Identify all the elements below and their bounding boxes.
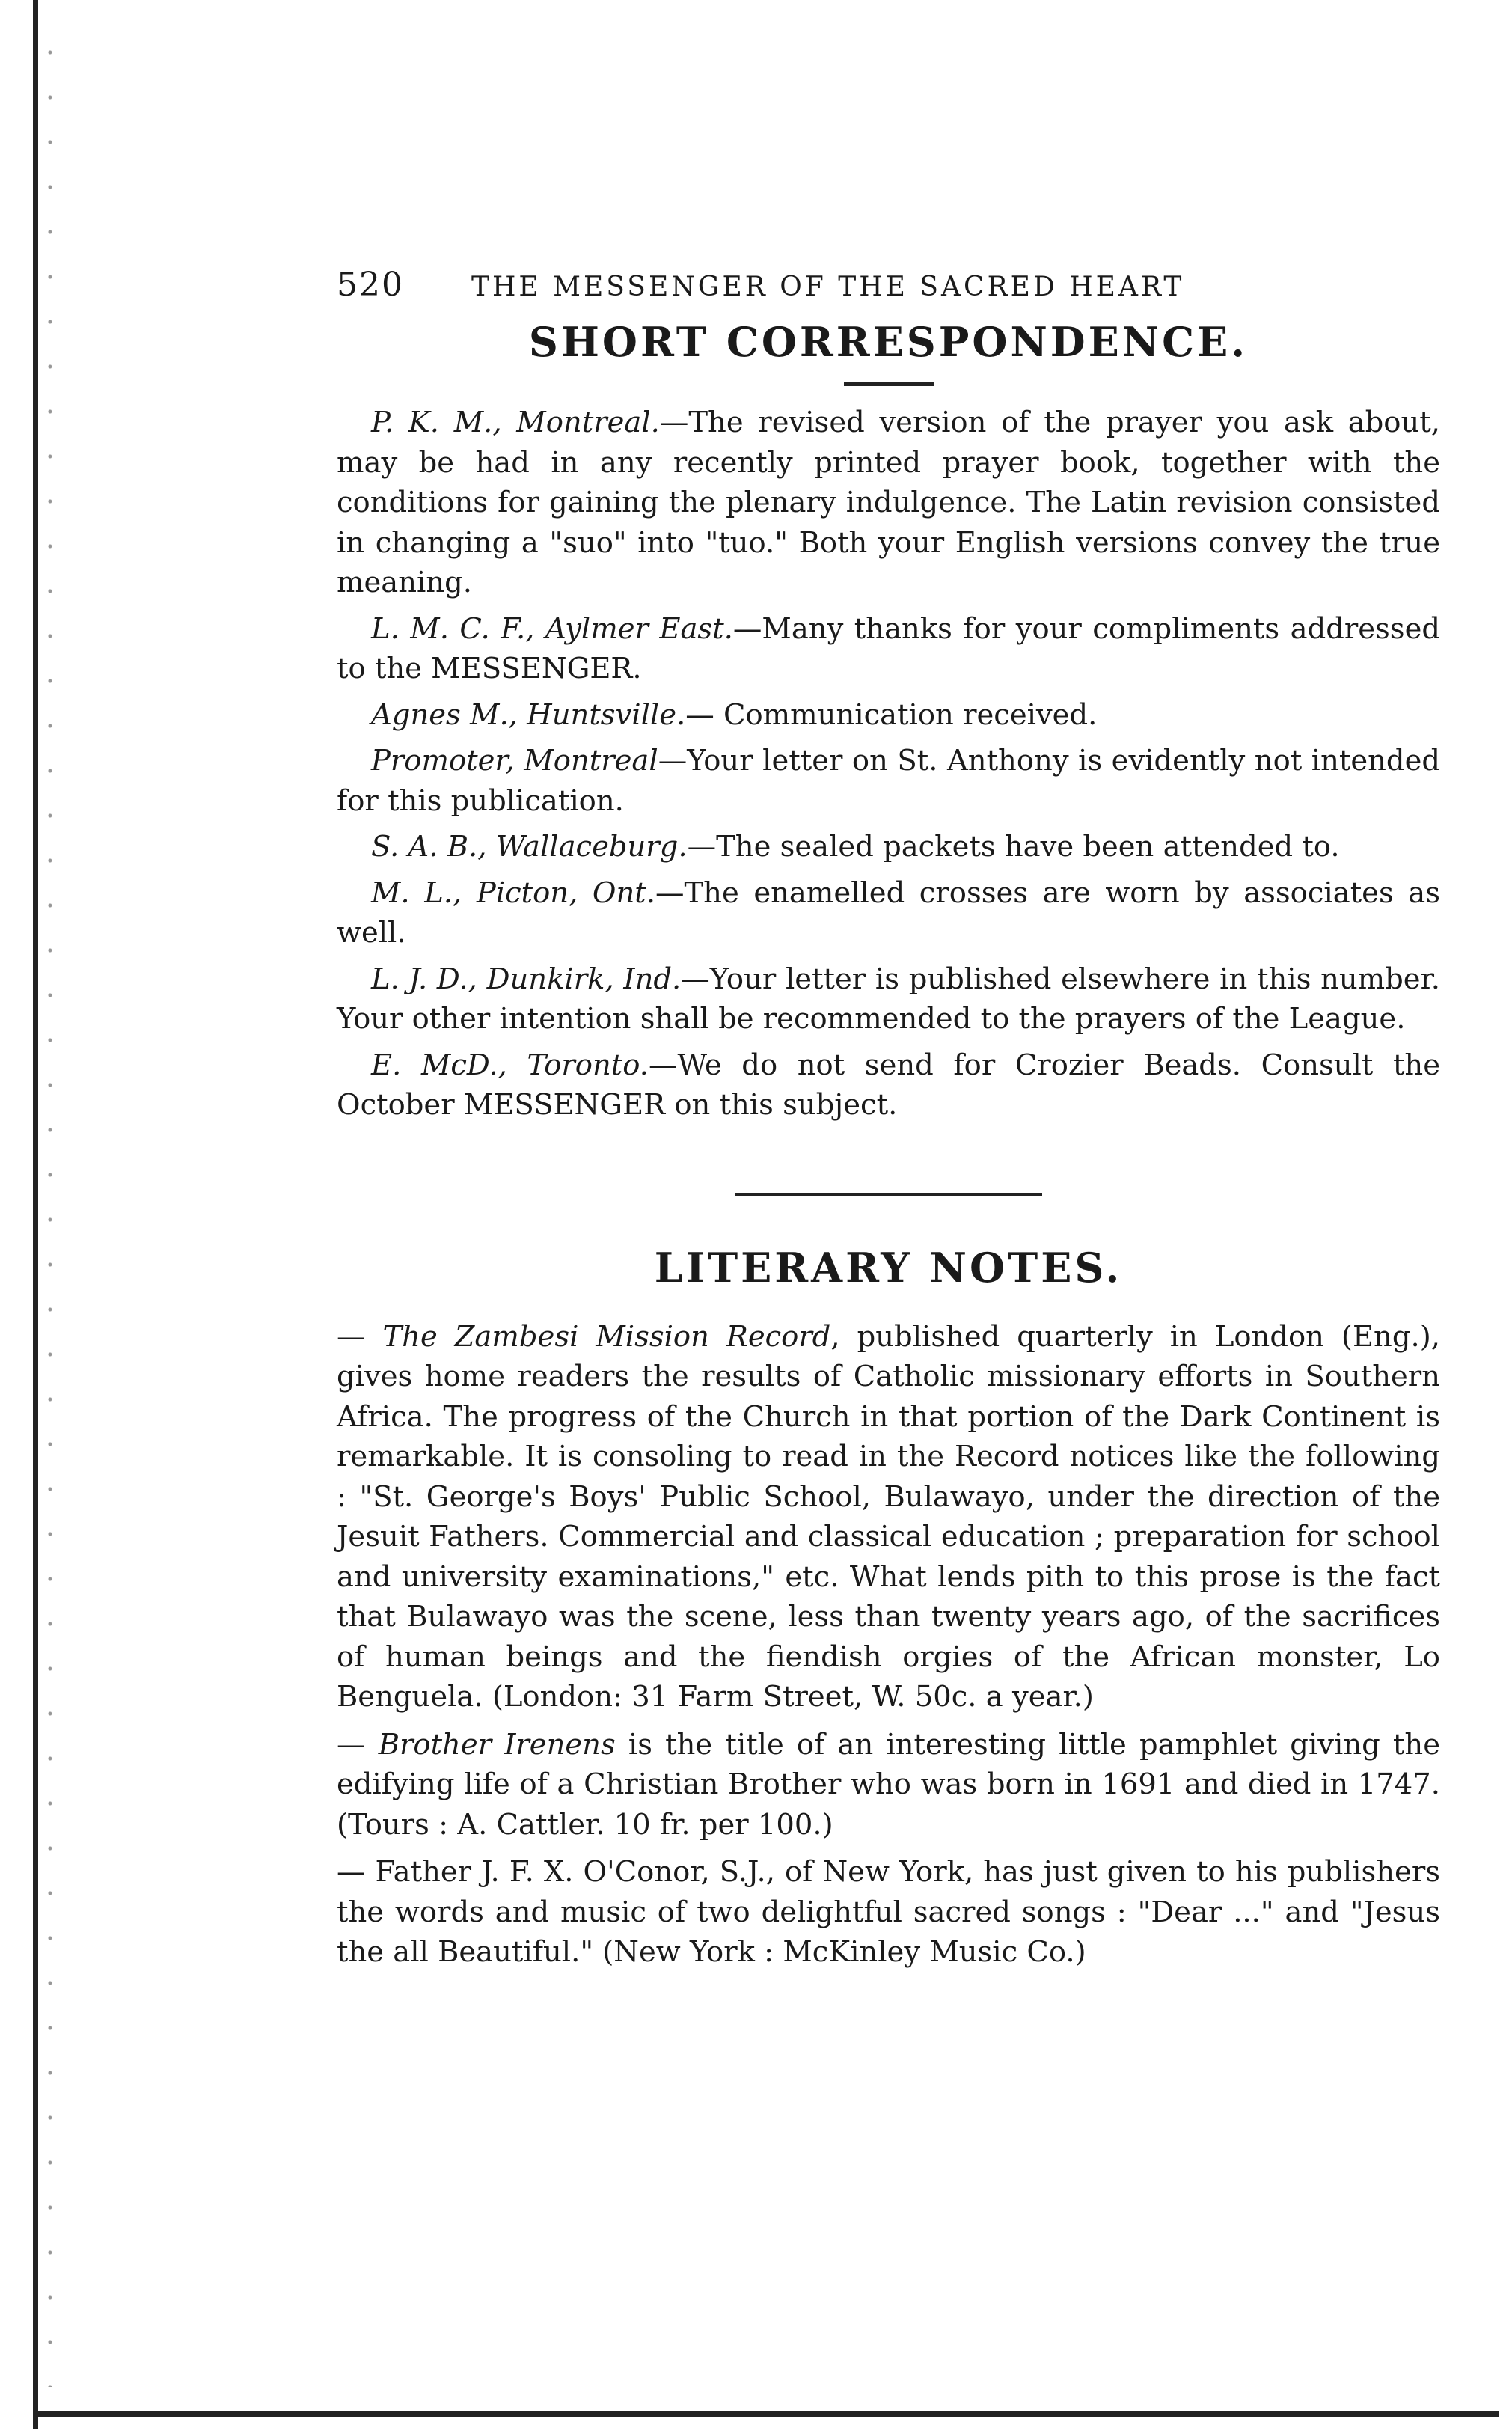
correspondent: S. A. B., Wallaceburg.: [371, 830, 688, 864]
reply-text: — Communication received.: [685, 697, 1098, 732]
page-number: 520: [337, 266, 404, 304]
reply-text: —The sealed packets have been attended to.: [687, 830, 1340, 864]
publication-title: Brother Irenens: [378, 1727, 616, 1762]
reply-text: —Many thanks for your compliments addressed to the MESSENGER.: [337, 611, 1440, 685]
correspondent: L. M. C. F., Aylmer East.: [371, 611, 733, 646]
correspondence-entry: [337, 741, 1440, 821]
correspondent: Agnes M., Huntsville.: [371, 697, 686, 732]
note-text: — Father J. F. X. O'Conor, S.J., of New York, has just given to his publishers the words and music of two delightful sacred songs : "Dear ..." and "Jesus the all Beautiful." (New York : McKinley Music Co.): [337, 1855, 1440, 1969]
note-text: is the title of an interesting little pamphlet giving the edifying life of a Christian Brother who was born in 1691 and died in 1747. (Tours : A. Cattler. 10 fr. per 100.): [337, 1727, 1440, 1842]
correspondence-entry: [337, 873, 1440, 953]
publication-title: The Zambesi Mission Record: [382, 1319, 831, 1354]
running-header: [337, 266, 1440, 311]
correspondence-entry: [337, 1045, 1440, 1125]
literary-note: [337, 1725, 1440, 1845]
note-dash: —: [337, 1319, 383, 1354]
scan-margin-marks: [46, 30, 54, 2387]
spacer: [337, 1292, 1440, 1317]
correspondence-entry: [337, 609, 1440, 689]
reply-text: —We do not send for Crozier Beads. Consult the October MESSENGER on this subject.: [337, 1048, 1440, 1122]
correspondence-entry: [337, 695, 1440, 736]
section-divider: [735, 1193, 1042, 1196]
literary-notes-heading: LITERARY NOTES.: [654, 1243, 1123, 1292]
book-spine-edge: [33, 0, 38, 2429]
short-correspondence-heading: SHORT CORRESPONDENCE.: [528, 318, 1249, 366]
literary-note: [337, 1317, 1440, 1717]
running-title: THE MESSENGER OF THE SACRED HEART: [471, 272, 1185, 302]
literary-note: [337, 1852, 1440, 1973]
correspondent: M. L., Picton, Ont.: [371, 876, 655, 910]
correspondence-entry: [337, 827, 1440, 867]
reply-text: —Your letter is published elsewhere in this number. Your other intention shall be recommended to the prayers of the League.: [337, 962, 1441, 1036]
correspondent: P. K. M., Montreal.: [371, 406, 660, 439]
note-dash: —: [337, 1727, 379, 1762]
reply-text: —The revised version of the prayer you ask about, may be had in any recently printed prayer book, together with the conditions for gaining the plenary indulgence. The Latin revision consisted in changing a "suo" into "tuo." Both your English versions convey the true meaning.: [337, 406, 1440, 599]
reply-text: —The enamelled crosses are worn by associates as well.: [337, 876, 1440, 950]
correspondent: Promoter, Montreal: [371, 744, 658, 777]
page-content: [337, 266, 1440, 1980]
correspondence-entry: [337, 959, 1440, 1039]
literary-notes-list: [337, 1317, 1440, 1973]
reply-text: —Your letter on St. Anthony is evidently not intended for this publication.: [337, 744, 1441, 818]
note-text: , published quarterly in London (Eng.), gives home readers the results of Catholic missionary efforts in Southern Africa. The progress of the Church in that portion of the Dark Continent is remarkable. It is consoling to read in the Record notices like the following : "St. George's Boys' Public School, Bulawayo, under the direction of the Jesuit Fathers. Commercial and classical education ; preparation for school and university examinations," etc. What lends pith to this prose is the fact that Bulawayo was the scene, less than twenty years ago, of the sacrifices of human beings and the fiendish orgies of the African monster, Lo Benguela. (London: 31 Farm Street, W. 50c. a year.): [337, 1319, 1440, 1714]
correspondence-entry: [337, 403, 1440, 603]
page-bottom-edge: [33, 2411, 1499, 2417]
correspondence-list: [337, 403, 1440, 1125]
heading-rule: [844, 382, 934, 386]
correspondent: E. McD., Toronto.: [371, 1048, 649, 1082]
correspondent: L. J. D., Dunkirk, Ind.: [371, 962, 682, 996]
